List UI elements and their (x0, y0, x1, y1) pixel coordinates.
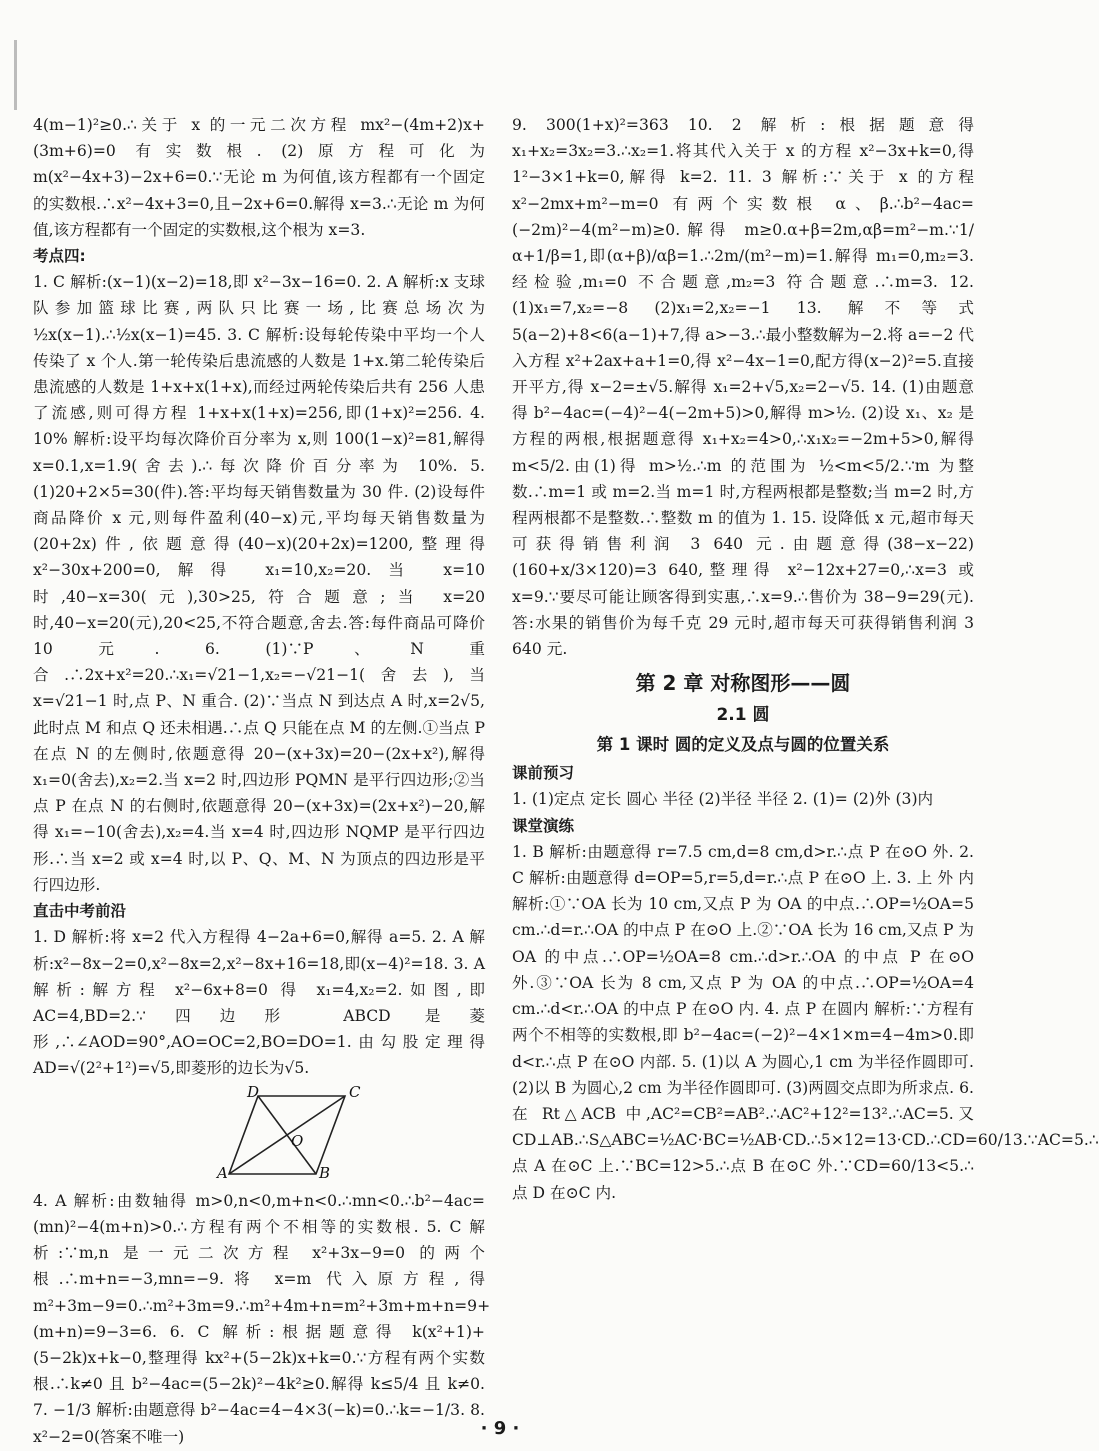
diagonal-bd (258, 1096, 316, 1174)
answer-text: 1. D 解析:将 x=2 代入方程得 4−2a+6=0,解得 a=5. 2. A 解析:x²−8x−2=0,x²−8x=2,x²−8x+16=18,即(x−4)²=18. 3. A 解析:解方程 x²−6x+8=0 得 x₁=4,x₂=2.如图,即 AC=4,BD=2.∵四边形 ABCD 是菱形,∴∠AOD=90°,AO=OC=2,BO=DO=1.由勾股定理得 AD=√(2²+1²)=√5,即菱形的边长为√5. (33, 928, 485, 1078)
section-heading: 课前预习 (512, 764, 575, 783)
answer-text: 1. (1)定点 定长 圆心 半径 (2)半径 半径 2. (1)= (2)外 (3)内 (512, 790, 934, 809)
page-number: · 9 · (480, 1418, 520, 1439)
answer-text: 4(m−1)²≥0.∴关于 x 的一元二次方程 mx²−(4m+2)x+(3m+6)=0 有实数根. (2)原方程可化为 m(x²−4x+3)−2x+6=0.∵无论 m 为何值,该方程都有一个固定的实数根.∴x²−4x+3=0,且−2x+6=0.解得 x=3.∴无论 m 为何值,该方程都有一个固定的实数根,这个根为 x=3. (33, 116, 485, 239)
right-column (512, 112, 1099, 1206)
section-title: 2.1 圆 (716, 705, 770, 726)
label-b: B (319, 1163, 331, 1182)
section-heading: 课堂演练 (512, 816, 575, 835)
rhombus-figure (33, 1082, 485, 1186)
label-a: A (217, 1163, 228, 1182)
rhombus-diagram (33, 1082, 485, 1182)
answer-text: 4. A 解析:由数轴得 m>0,n<0,m+n<0.∴mn<0.∴b²−4ac=(mn)²−4(m+n)>0.∴方程有两个不相等的实数根. 5. C 解析:∵m,n 是一元二次方程 x²+3x−9=0 的两个根.∴m+n=−3,mn=−9.将 x=m 代入原方程,得 m²+3m−9=0.∴m²+3m=9.∴m²+4m+n=m²+3m+m+n=9+(m+n)=9−3=6. 6. C 解析:根据题意得 k(x²+1)+(5−2k)x+k−0,整理得 kx²+(5−2k)x+k=0.∵方程有两个实数根.∴k≠0 且 b²−4ac=(5−2k)²−4k²≥0.解得 k≤5/4 且 k≠0. 7. −1/3 解析:由题意得 b²−4ac=4−4×3(−k)=0.∴k=−1/3. 8. x²−2=0(答案不唯一) (33, 1191, 491, 1446)
answer-text: 9. 300(1+x)²=363 10. 2 解析:根据题意得 x₁+x₂=3x₂=3.∴x₂=1.将其代入关于 x 的方程 x²−3x+k=0,得 1²−3×1+k=0,解得 k=2. 11. 3 解析:∵关于 x 的方程 x²−2mx+m²−m=0 有两个实数根 α、β.∴b²−4ac=(−2m)²−4(m²−m)≥0.解得 m≥0.α+β=2m,αβ=m²−m.∵1/α+1/β=1,即(α+β)/αβ=1.∴2m/(m²−m)=1.解得 m₁=0,m₂=3.经检验,m₁=0 不合题意,m₂=3 符合题意.∴m=3. 12. (1)x₁=7,x₂=−8 (2)x₁=2,x₂=−1 13. 解不等式 5(a−2)+8<6(a−1)+7,得 a>−3.∴最小整数解为−2.将 a=−2 代入方程 x²+2ax+a+1=0,得 x²−4x−1=0,配方得(x−2)²=5.直接开平方,得 x−2=±√5.解得 x₁=2+√5,x₂=2−√5. 14. (1)由题意得 b²−4ac=(−4)²−4(−2m+5)>0,解得 m>½. (2)设 x₁、x₂ 是方程的两根,根据题意得 x₁+x₂=4>0,∴x₁x₂=−2m+5>0,解得 m<5/2.由(1)得 m>½.∴m 的范围为 ½<m<5/2.∵m 为整数.∴m=1 或 m=2.当 m=1 时,方程两根都是整数;当 m=2 时,方程两根都不是整数.∴整数 m 的值为 1. 15. 设降低 x 元,超市每天可获得销售利润 3 640 元.由题意得(38−x−22)(160+x/3×120)=3 640,整理得 x²−12x+27=0,∴x=3 或 x=9.∵要尽可能让顾客得到实惠,∴x=9.∴售价为 38−9=29(元).答:水果的销售价为每千克 29 元时,超市每天可获得销售利润 3 640 元. (512, 116, 974, 659)
label-c: C (349, 1082, 361, 1101)
answer-text: 1. B 解析:由题意得 r=7.5 cm,d=8 cm,d>r.∴点 P 在⊙O 外. 2. C 解析:由题意得 d=OP=5,r=5,d=r.∴点 P 在⊙O 上. 3. 上 外 内 解析:①∵OA 长为 10 cm,又点 P 为 OA 的中点.∴OP=½OA=5 cm.∴d=r.∴OA 的中点 P 在⊙O 上.②∵OA 长为 16 cm,又点 P 为 OA 的中点.∴OP=½OA=8 cm.∴d>r.∴OA 的中点 P 在⊙O 外.③∵OA 长为 8 cm,又点 P 为 OA 的中点.∴OP=½OA=4 cm.∴d<r.∴OA 的中点 P 在⊙O 内. 4. 点 P 在圆内 解析:∵方程有两个不相等的实数根,即 b²−4ac=(−2)²−4×1×m=4−4m>0.即 d<r.∴点 P 在⊙O 内部. 5. (1)以 A 为圆心,1 cm 为半径作圆即可. (2)以 B 为圆心,2 cm 为半径作圆即可. (3)两圆交点即为所求点. 6. 在 Rt△ACB 中,AC²=CB²=AB².∴AC²+12²=13².∴AC=5.又 CD⊥AB.∴S△ABC=½AC·BC=½AB·CD.∴5×12=13·CD.∴CD=60/13.∵AC=5.∴点 A 在⊙C 上.∵BC=12>5.∴点 B 在⊙C 外.∵CD=60/13<5.∴点 D 在⊙C 内. (512, 842, 1099, 1202)
label-d: D (247, 1082, 260, 1101)
lesson-title: 第 1 课时 圆的定义及点与圆的位置关系 (596, 735, 890, 755)
chapter-title: 第 2 章 对称图形——圆 (635, 671, 851, 696)
label-o: O (291, 1131, 304, 1150)
section-heading: 考点四: (33, 247, 86, 266)
answer-text: 1. C 解析:(x−1)(x−2)=18,即 x²−3x−16=0. 2. A 解析:x 支球队参加篮球比赛,两队只比赛一场,比赛总场次为 ½x(x−1).∴½x(x−1)=45. 3. C 解析:设每轮传染中平均一个人传染了 x 个人.第一轮传染后患流感的人数是 1+x.第二轮传染后患流感的人数是 1+x+x(1+x),而经过两轮传染后共有 256 人患了流感,则可得方程 1+x+x(1+x)=256,即(1+x)²=256. 4. 10% 解析:设平均每次降价百分率为 x,则 100(1−x)²=81,解得 x=0.1,x=1.9(舍去).∴每次降价百分率为 10%. 5. (1)20+2×5=30(件).答:平均每天销售数量为 30 件. (2)设每件商品降价 x 元,则每件盈利(40−x)元,平均每天销售数量为(20+2x)件,依题意得(40−x)(20+2x)=1200,整理得 x²−30x+200=0,解得 x₁=10,x₂=20.当 x=10 时,40−x=30(元),30>25,符合题意;当 x=20 时,40−x=20(元),20<25,不符合题意,舍去.答:每件商品可降价 10 元. 6. (1)∵P、N 重合.∴2x+x²=20.∴x₁=√21−1,x₂=−√21−1(舍去),当 x=√21−1 时,点 P、N 重合. (2)∵当点 N 到达点 A 时,x=2√5,此时点 M 和点 Q 还未相遇.∴点 Q 只能在点 M 的左侧.①当点 P 在点 N 的左侧时,依题意得 20−(x+3x)=20−(2x+x²),解得 x₁=0(舍去),x₂=2.当 x=2 时,四边形 PQMN 是平行四边形;②当点 P 在点 N 的右侧时,依题意得 20−(x+3x)=(2x+x²)−20,解得 x₁=−10(舍去),x₂=4.当 x=4 时,四边形 NQMP 是平行四边形.∴当 x=2 或 x=4 时,以 P、Q、M、N 为顶点的四边形是平行四边形. (33, 273, 485, 894)
left-column (33, 112, 491, 1450)
section-heading: 直击中考前沿 (33, 902, 127, 921)
binding-margin-line (14, 40, 17, 110)
